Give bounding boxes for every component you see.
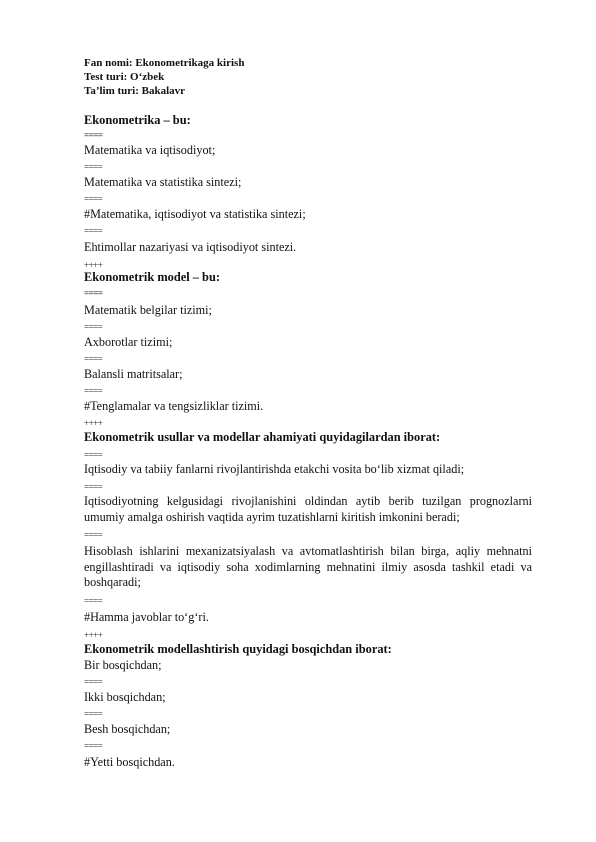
plus-separator: ++++: [84, 418, 103, 428]
separator: ====: [84, 482, 103, 492]
q3-answer-1: Iqtisodiy va tabiiy fanlarni rivojlantirishda etakchi vosita bo‘lib xizmat qiladi;: [84, 462, 465, 476]
q4-answer-1: Bir bosqichdan;: [84, 658, 162, 672]
plus-separator: ++++: [84, 260, 103, 270]
q2-answer-2: Axborotlar tizimi;: [84, 335, 173, 349]
separator: ====: [84, 288, 103, 298]
plus-separator: ++++: [84, 630, 103, 640]
q1-answer-4: Ehtimollar nazariyasi va iqtisodiyot sintezi.: [84, 240, 297, 254]
separator: ====: [84, 709, 103, 719]
separator: ====: [84, 130, 103, 140]
separator: ====: [84, 194, 103, 204]
separator: ====: [84, 741, 103, 751]
separator: ====: [84, 450, 103, 460]
separator: ====: [84, 226, 103, 236]
separator: ====: [84, 596, 103, 606]
separator: ====: [84, 354, 103, 364]
q2-answer-4: #Tenglamalar va tengsizliklar tizimi.: [84, 399, 264, 413]
separator: ====: [84, 162, 103, 172]
language-line: Test turi: O‘zbek: [84, 71, 165, 83]
question-4: Ekonometrik modellashtirish quyidagi bosqichdan iborat:: [84, 642, 392, 656]
level-line: Ta’lim turi: Bakalavr: [84, 85, 186, 97]
question-2: Ekonometrik model – bu:: [84, 270, 220, 284]
q1-answer-2: Matematika va statistika sintezi;: [84, 175, 242, 189]
q4-answer-4: #Yetti bosqichdan.: [84, 755, 175, 769]
q4-answer-3: Besh bosqichdan;: [84, 722, 171, 736]
q3-answer-3: Hisoblash ishlarini mexanizatsiyalash va avtomatlashtirish bilan birga, aqliy mehnatni engillashtiradi va iqtisodiy soha xodimlarning mehnatini ilmiy asosda tashkil etadi va boshqaradi;: [84, 544, 532, 589]
q4-answer-2: Ikki bosqichdan;: [84, 690, 166, 704]
separator: ====: [84, 677, 103, 687]
subject-line: Fan nomi: Ekonometrikaga kirish: [84, 57, 245, 69]
separator: ====: [84, 530, 103, 540]
q2-answer-3: Balansli matritsalar;: [84, 367, 183, 381]
separator: ====: [84, 322, 103, 332]
q2-answer-1: Matematik belgilar tizimi;: [84, 303, 212, 317]
q1-answer-3: #Matematika, iqtisodiyot va statistika sintezi;: [84, 207, 306, 221]
question-3: Ekonometrik usullar va modellar ahamiyati quyidagilardan iborat:: [84, 430, 441, 444]
q3-answer-4: #Hamma javoblar to‘g‘ri.: [84, 610, 209, 624]
separator: ====: [84, 386, 103, 396]
q3-answer-2: Iqtisodiyotning kelgusidagi rivojlanishini oldindan aytib berib tuzilgan prognozlarni umumiy amalga oshirish vaqtida ayrim tuzatishlarni kiritish imkonini beradi;: [84, 494, 532, 524]
q1-answer-1: Matematika va iqtisodiyot;: [84, 143, 216, 157]
question-1: Ekonometrika – bu:: [84, 113, 191, 127]
